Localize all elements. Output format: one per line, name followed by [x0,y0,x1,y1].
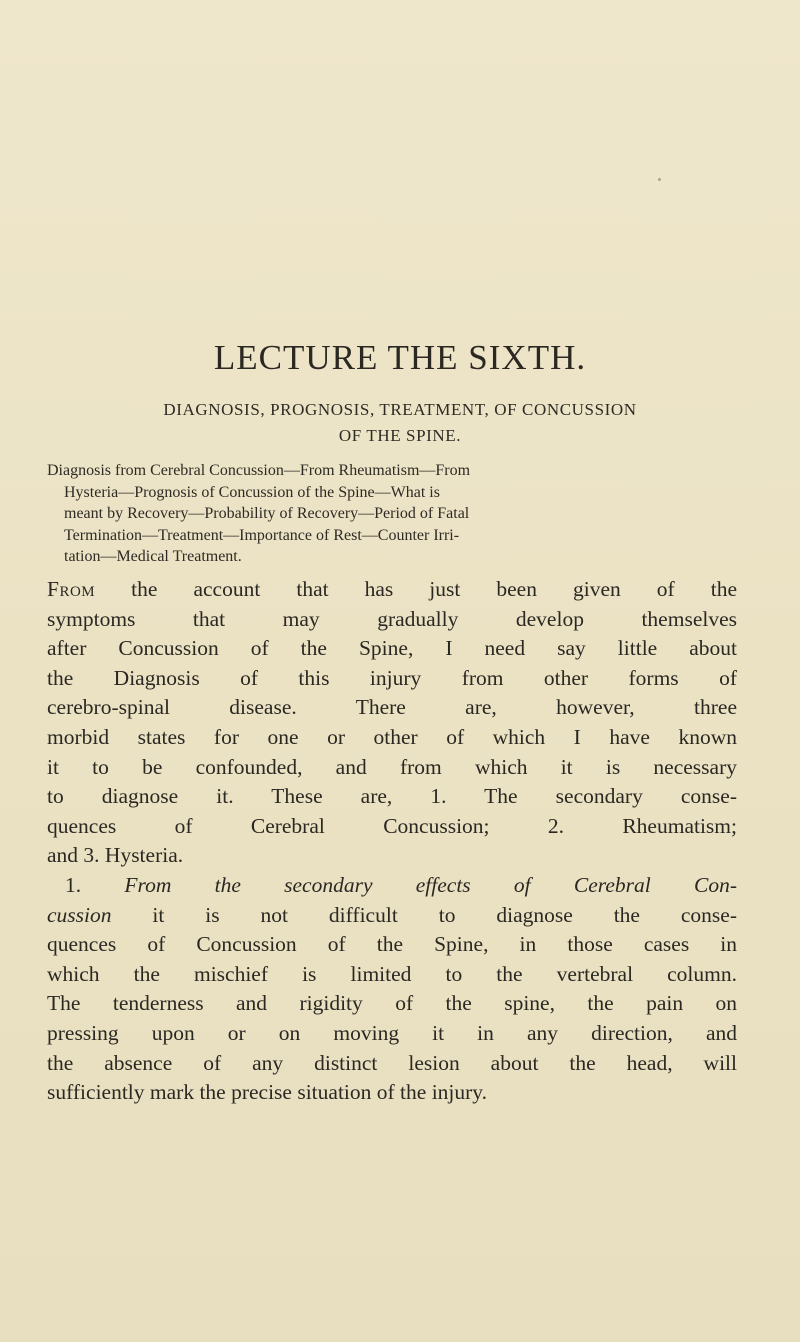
synopsis-line: Termination—Treatment—Importance of Rest—Counter Irri- [64,526,460,544]
synopsis-line: meant by Recovery—Probability of Recovery—Period of Fatal [64,505,470,522]
paragraph-line: quences of Concussion of the Spine, in those cases in [47,932,737,957]
paragraph-line: the Diagnosis of this injury from other forms of [47,665,737,690]
paragraph-line: it to be confounded, and from which it is necessary [47,754,737,779]
body-text [47,575,737,1108]
synopsis-line: Hysteria—Prognosis of Concussion of the Spine—What is [64,483,440,501]
section-number: 1. [65,872,125,897]
paragraph-line: The tenderness and rigidity of the spine, the pain on [47,991,737,1016]
paragraph-line: after Concussion of the Spine, I need say little about [47,636,737,661]
paragraph-line: morbid states for one or other of which I have known [47,724,737,749]
paragraph-1-line-1: From the account that has just been given of the [47,577,737,601]
subject-title-line-2: OF THE SPINE. [338,426,462,445]
paragraph-line: the absence of any distinct lesion about the head, will [47,1050,737,1075]
synopsis-line: tation—Medical Treatment. [64,548,242,565]
paragraph-line: which the mischief is limited to the vertebral column. [47,961,737,986]
paragraph-2-line-1 [47,871,737,901]
paragraph-2-line-2: cussion it is not difficult to diagnose the conse- [47,902,737,927]
section-heading: From the secondary effects of Cerebral Con- [124,872,737,897]
paragraph-line: to diagnose it. These are, 1. The secondary conse- [47,784,737,809]
paragraph-line: and 3. Hysteria. [47,843,184,868]
lecture-title: LECTURE THE SIXTH. [213,338,587,377]
paragraph-line: quences of Cerebral Concussion; 2. Rheumatism; [47,813,737,838]
paragraph-line: cerebro-spinal disease. There are, however, three [47,695,737,720]
subject-title-line-1: DIAGNOSIS, PROGNOSIS, TREATMENT, OF CONCUSSION [163,400,637,419]
synopsis-line: Diagnosis from Cerebral Concussion—From Rheumatism—From [47,462,471,479]
chapter-synopsis [47,460,737,568]
drop-word: From [47,577,96,601]
page-speck [658,178,661,181]
paragraph-line: sufficiently mark the precise situation of the injury. [47,1080,488,1105]
paragraph-line: pressing upon or on moving it in any direction, and [47,1020,737,1045]
paragraph-line: symptoms that may gradually develop themselves [47,606,737,631]
